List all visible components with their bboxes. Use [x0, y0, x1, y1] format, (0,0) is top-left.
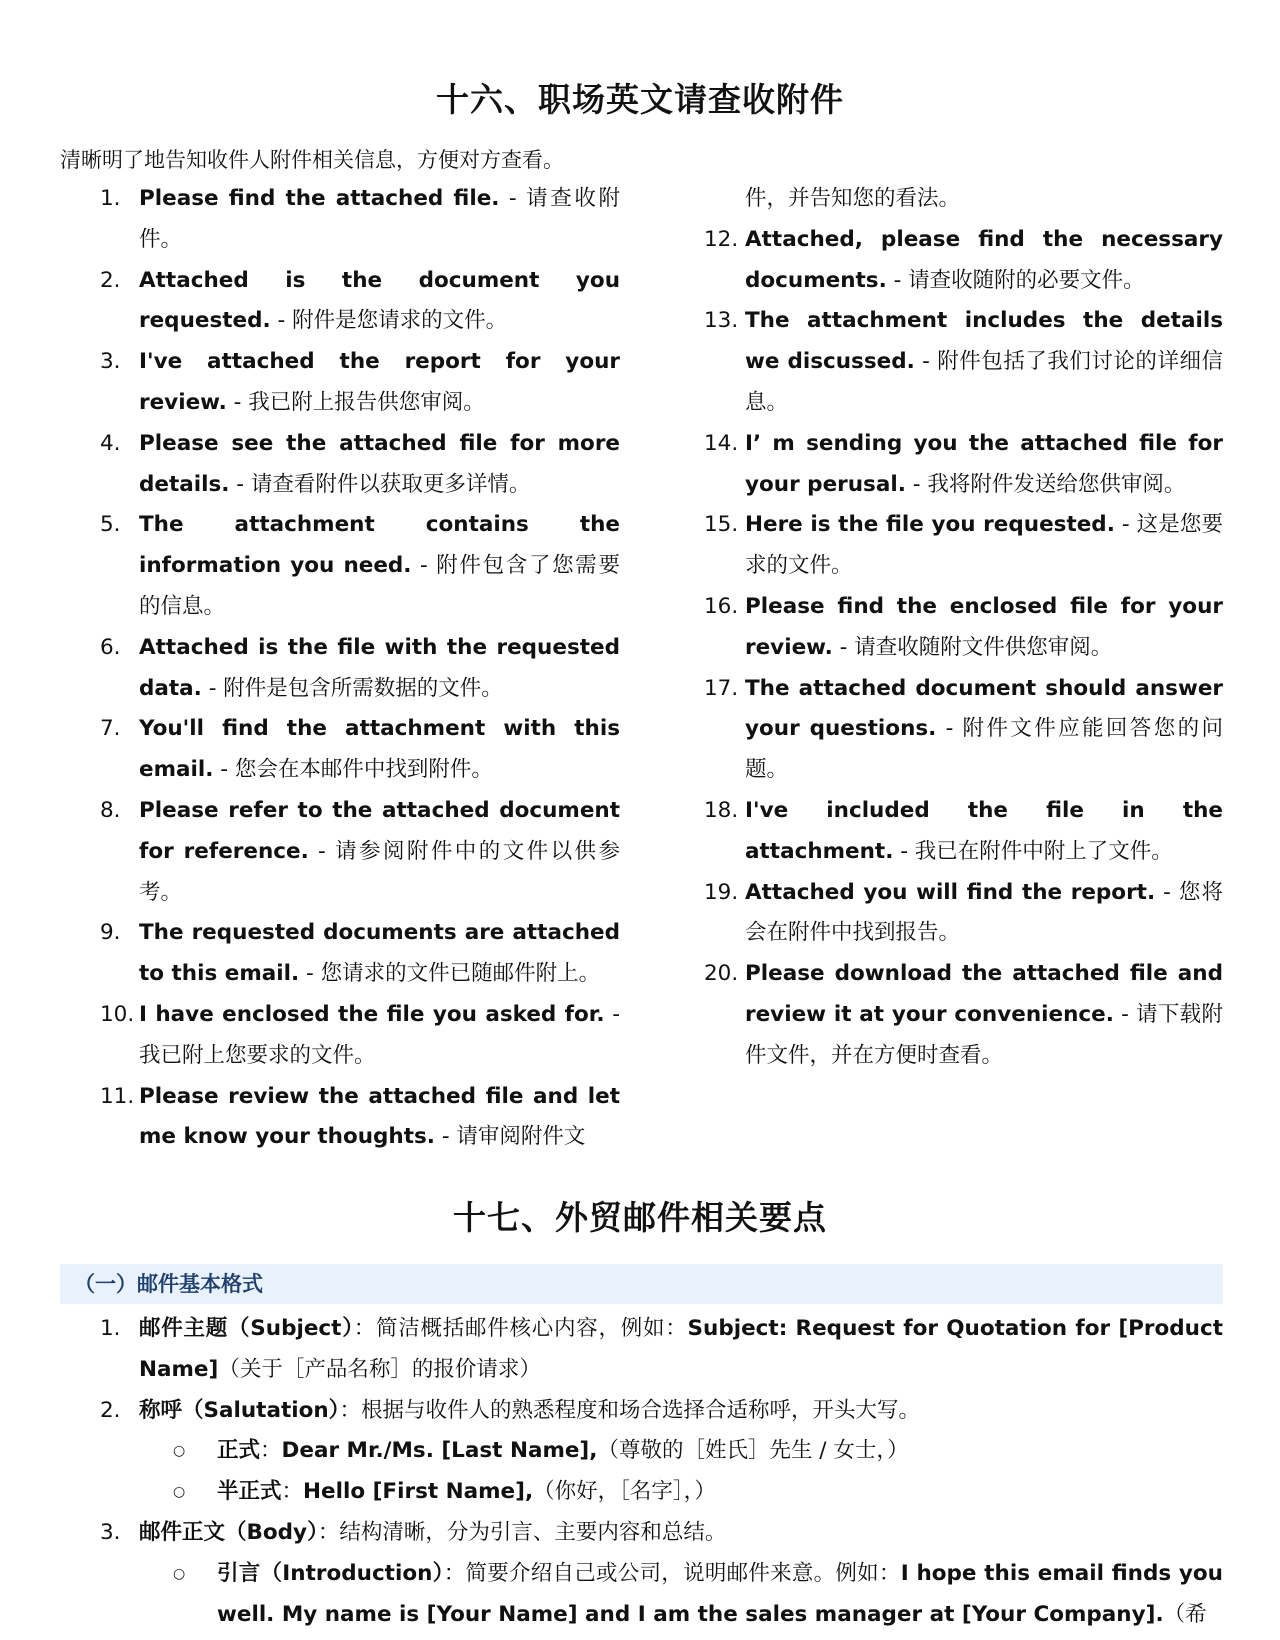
- phrase-11-continuation: 件，并告知您的看法。: [745, 186, 961, 211]
- phrase-chinese: - 请审阅附件文: [434, 1124, 586, 1150]
- circle-bullet-icon: ○: [173, 1565, 186, 1582]
- phrase-text: [139, 791, 620, 913]
- phrase-chinese: - 您会在本邮件中找到附件。: [213, 757, 493, 783]
- format-subitem-term: 引言（Introduction）: [217, 1560, 444, 1586]
- phrase-number: 19.: [704, 879, 739, 905]
- format-item-translation: （关于［产品名称］的报价请求）: [218, 1356, 541, 1382]
- phrase-number: 1.: [100, 186, 121, 211]
- format-item-example: Subject: Request for Quotation for [Product Name]: [139, 1316, 1223, 1382]
- subsection-title: （一）邮件基本格式: [74, 1272, 263, 1296]
- phrase-item: [100, 261, 620, 343]
- phrase-number: 7.: [100, 716, 121, 742]
- phrase-text: [139, 709, 620, 791]
- format-item-term: 称呼（Salutation）: [139, 1397, 340, 1423]
- phrase-chinese: - 附件是您请求的文件。: [270, 308, 508, 334]
- phrase-text: [139, 179, 620, 261]
- phrase-item: [704, 791, 1223, 873]
- phrase-english: Attached, please find the necessary documents.: [745, 226, 1223, 293]
- phrase-english: Please download the attached file and review it at your convenience.: [745, 961, 1223, 1027]
- phrase-text: [745, 954, 1223, 1076]
- email-format-list: [100, 1309, 1223, 1635]
- phrase-number: 16.: [704, 593, 739, 619]
- phrase-number: 14.: [704, 430, 739, 456]
- phrase-number: 8.: [100, 797, 121, 823]
- phrase-chinese: - 请查收附件。: [139, 186, 620, 252]
- format-item-text: [139, 1391, 1223, 1432]
- phrase-chinese: - 请下载附件文件，并在方便时查看。: [745, 1001, 1223, 1068]
- format-subitem-description: ：: [260, 1438, 282, 1464]
- phrase-item: [100, 709, 620, 791]
- phrase-text: [745, 587, 1223, 669]
- phrase-item: [100, 424, 620, 506]
- phrase-item: [704, 505, 1223, 587]
- format-item-number: 3.: [100, 1519, 121, 1545]
- phrase-list-right-column: [704, 179, 1223, 1077]
- phrase-number: 12.: [704, 226, 739, 252]
- phrase-item: [100, 913, 620, 995]
- phrase-english: I have enclosed the file you asked for.: [139, 1001, 605, 1027]
- format-item: [100, 1391, 1223, 1432]
- format-item-term: 邮件正文（Body）: [139, 1519, 318, 1545]
- phrase-chinese: - 请查收随附文件供您审阅。: [832, 634, 1113, 660]
- phrase-text: [745, 220, 1223, 302]
- phrase-item: [100, 791, 620, 913]
- format-subitem-term: 正式: [217, 1438, 261, 1464]
- format-subitem: [100, 1554, 1223, 1636]
- format-subitem-example: Hello [First Name],: [303, 1479, 534, 1505]
- format-subitem: [100, 1472, 1223, 1513]
- phrase-number: 10.: [100, 1001, 135, 1027]
- phrase-item: [704, 424, 1223, 506]
- format-subitem-translation: （尊敬的［姓氏］先生 / 女士，）: [597, 1438, 909, 1464]
- phrase-chinese: - 附件文件应能回答您的问题。: [745, 716, 1223, 783]
- phrase-english: The attached document should answer your questions.: [745, 675, 1223, 742]
- phrase-chinese: - 您请求的文件已随邮件附上。: [299, 961, 601, 987]
- phrase-number: 3.: [100, 349, 121, 375]
- phrase-text: [139, 261, 620, 343]
- phrase-number: 20.: [704, 961, 739, 987]
- phrase-number: 6.: [100, 634, 121, 660]
- phrase-chinese: - 您将会在附件中找到报告。: [745, 879, 1224, 946]
- phrase-english: Attached you will find the report.: [745, 879, 1156, 905]
- phrase-english: I've attached the report for your review.: [139, 349, 620, 415]
- phrase-english: The attachment contains the information you need.: [139, 512, 620, 579]
- phrase-text: [139, 424, 620, 506]
- phrase-chinese: - 请查收随附的必要文件。: [886, 267, 1145, 293]
- phrase-english: Please find the enclosed file for your review.: [745, 593, 1223, 660]
- phrase-chinese: - 请参阅附件中的文件以供参考。: [139, 838, 620, 905]
- phrase-item: [100, 1077, 620, 1159]
- phrase-number: 17.: [704, 675, 739, 701]
- format-subitem-description: ：简要介绍自己或公司，说明邮件来意。例如：: [443, 1560, 901, 1586]
- circle-bullet-icon: ○: [173, 1484, 186, 1501]
- phrase-number: 18.: [704, 797, 739, 823]
- phrase-english: The attachment includes the details we discussed.: [745, 308, 1223, 375]
- format-subitem-example: Dear Mr./Ms. [Last Name],: [281, 1438, 598, 1464]
- phrase-number: 2.: [100, 267, 121, 293]
- format-item-number: 2.: [100, 1397, 121, 1423]
- phrase-text: [745, 669, 1223, 791]
- format-subitem-text: [217, 1472, 1223, 1513]
- phrase-item: [100, 342, 620, 424]
- format-subitem-text: [217, 1431, 1223, 1472]
- phrase-english: Please review the attached file and let me know your thoughts.: [139, 1083, 620, 1150]
- phrase-english: Attached is the document you requested.: [139, 267, 620, 334]
- format-subitem-example: I hope this email finds you well. My name is [Your Name] and I am the sales manager at [Your Company].: [217, 1560, 1223, 1627]
- phrase-item: [100, 628, 620, 710]
- format-item-text: [139, 1309, 1223, 1391]
- format-subitem-translation: （希: [1163, 1601, 1207, 1627]
- phrase-text: [745, 505, 1223, 587]
- phrase-number: 4.: [100, 430, 121, 456]
- format-subitem-translation: （你好，［名字］，）: [533, 1479, 716, 1505]
- phrase-chinese: - 附件是包含所需数据的文件。: [201, 675, 503, 701]
- phrase-item: [100, 505, 620, 627]
- phrase-chinese: - 我将附件发送给您供审阅。: [905, 471, 1186, 497]
- section-17-title: 十七、外贸邮件相关要点: [453, 1198, 827, 1237]
- phrase-chinese: - 请查看附件以获取更多详情。: [229, 471, 531, 497]
- phrase-item: [704, 873, 1223, 955]
- phrase-english: I’ m sending you the attached file for your perusal.: [745, 430, 1223, 497]
- phrase-item: [704, 669, 1223, 791]
- phrase-item: [704, 220, 1223, 302]
- format-item-description: ：根据与收件人的熟悉程度和场合选择合适称呼，开头大写。: [339, 1397, 920, 1423]
- format-item-term: 邮件主题（Subject）: [139, 1316, 354, 1341]
- phrase-english: Please see the attached file for more details.: [139, 430, 620, 497]
- phrase-chinese: - 这是您要求的文件。: [745, 512, 1223, 579]
- phrase-number: 9.: [100, 920, 121, 946]
- phrase-number: 13.: [704, 308, 739, 334]
- format-item: [100, 1513, 1223, 1554]
- phrase-text: [745, 873, 1223, 955]
- phrase-chinese: - 附件包括了我们讨论的详细信息。: [745, 349, 1223, 415]
- phrase-chinese: - 我已附上您要求的文件。: [139, 1001, 620, 1068]
- phrase-english: I've included the file in the attachment.: [745, 797, 1223, 864]
- format-item: [100, 1309, 1223, 1391]
- section-16-intro: 清晰明了地告知收件人附件相关信息，方便对方查看。: [60, 148, 564, 172]
- format-subitem: [100, 1431, 1223, 1472]
- phrase-number: 5.: [100, 512, 121, 538]
- phrase-english: The requested documents are attached to this email.: [139, 920, 620, 987]
- phrase-text: [745, 424, 1223, 506]
- phrase-item: [704, 954, 1223, 1076]
- phrase-text: [139, 913, 620, 995]
- phrase-text: [139, 995, 620, 1077]
- phrase-english: Attached is the file with the requested data.: [139, 634, 620, 701]
- phrase-text: [139, 342, 620, 424]
- phrase-item: [704, 587, 1223, 669]
- phrase-item: [704, 301, 1223, 423]
- format-subitem-description: ：: [281, 1479, 304, 1505]
- section-16-title: 十六、职场英文请查收附件: [436, 80, 844, 119]
- phrase-english: Please refer to the attached document for reference.: [139, 797, 620, 864]
- phrase-text: [139, 1077, 620, 1159]
- phrase-number: 11.: [100, 1083, 135, 1109]
- phrase-item: [100, 995, 620, 1077]
- phrase-text: [745, 301, 1223, 423]
- format-subitem-term: 半正式: [217, 1479, 282, 1505]
- format-subitem-text: [217, 1554, 1223, 1636]
- circle-bullet-icon: ○: [173, 1443, 186, 1460]
- phrase-text: [139, 628, 620, 710]
- phrase-chinese: - 我已附上报告供您审阅。: [226, 389, 485, 415]
- phrase-item: [100, 179, 620, 261]
- phrase-text: [139, 505, 620, 627]
- phrase-chinese: - 附件包含了您需要的信息。: [139, 553, 620, 619]
- phrase-english: Please find the attached file.: [139, 186, 500, 211]
- phrase-number: 15.: [704, 512, 739, 538]
- phrase-text: [745, 791, 1223, 873]
- phrase-chinese: - 我已在附件中附上了文件。: [893, 838, 1173, 864]
- format-item-description: ：简洁概括邮件核心内容，例如：: [353, 1316, 688, 1341]
- format-item-text: [139, 1513, 1223, 1554]
- phrase-list-left-column: [100, 179, 620, 1158]
- phrase-english: You'll find the attachment with this email.: [139, 716, 620, 783]
- phrase-english: Here is the file you requested.: [745, 512, 1115, 538]
- format-item-number: 1.: [100, 1316, 121, 1341]
- format-item-description: ：结构清晰，分为引言、主要内容和总结。: [317, 1519, 727, 1545]
